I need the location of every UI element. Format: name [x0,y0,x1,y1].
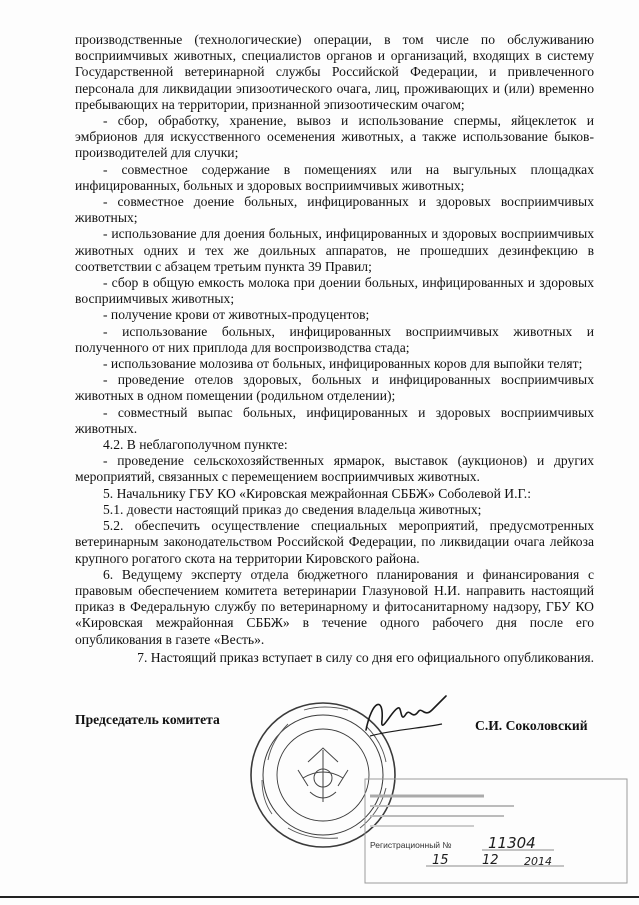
signatory-title: Председатель комитета [75,712,220,727]
paragraph-semen: - сбор, обработку, хранение, вывоз и использование спермы, яйцеклеток и эмбрионов для искусственного осеменения животных, а также использование быков-производителей для случки; [75,113,594,161]
bottom-rule [0,896,639,898]
registration-label: Регистрационный № [370,840,452,850]
registration-year: 2014 [524,855,552,868]
paragraph-breeding: - использование больных, инфицированных восприимчивых животных и полученного от них приплода для воспроизводства стада; [75,323,594,355]
document-body [75,32,594,666]
paragraph-section-7: 7. Настоящий приказ вступает в силу со дня его официального опубликования. [137,649,594,665]
paragraph-joint-milking: - совместное доение больных, инфицированных и здоровых восприимчивых животных; [75,194,594,226]
paragraph-milk-collection: - сбор в общую емкость молока при доении больных, инфицированных и здоровых восприимчивых животных; [75,275,594,307]
paragraph-section-5-2: 5.2. обеспечить осуществление специальных мероприятий, предусмотренных ветеринарным законодательством Российской Федерации, по ликвидации очага лейкоза крупного рогатого скота на территории Кировского района. [75,518,594,566]
paragraph-fairs: - проведение сельскохозяйственных ярмарок, выставок (аукционов) и других мероприятий, связанных с перемещением восприимчивых животных. [75,453,594,485]
paragraph-section-5: 5. Начальнику ГБУ КО «Кировская межрайонная СББЖ» Соболевой И.Г.: [103,485,531,501]
registration-month: 12 [482,853,499,868]
registration-stamp [364,778,634,886]
handwritten-signature-icon [362,690,452,750]
paragraph-blood: - получение крови от животных-продуцентов; [103,307,370,323]
paragraph-operations: производственные (технологические) операции, в том числе по обслуживанию восприимчивых животных, специалистов органов и организаций, входящих в систему Государственной ветеринарной службы Российской Федерации, и привлеченного персонала для ликвидации эпизоотического очага, лиц, проживающих и (или) временно пребывающих на территории, признанной эпизоотическим очагом; [75,32,594,112]
paragraph-colostrum: - использование молозива от больных, инфицированных коров для выпойки телят; [103,356,583,372]
stamp-frame-icon [364,778,634,886]
paragraph-milking-machines: - использование для доения больных, инфицированных и здоровых восприимчивых животных одних и тех же доильных аппаратов, не прошедших дезинфекцию в соответствии с абзацем третьим пункта 39 Правил; [75,226,594,274]
paragraph-section-5-1: 5.1. довести настоящий приказ до сведения владельца животных; [103,501,482,517]
paragraph-joint-housing: - совместное содержание в помещениях или на выгульных площадках инфицированных, больных и здоровых восприимчивых животных; [75,161,594,193]
paragraph-section-6: 6. Ведущему эксперту отдела бюджетного планирования и финансирования с правовым обеспечением комитета ветеринарии Глазуновой Н.И. направить настоящий приказ в Федеральную службу по ветеринарному и фитосанитарному надзору, ГБУ КО «Кировская межрайонная СББЖ» в течение одного рабочего дня после его опубликования в газете «Весть». [75,566,594,647]
signatory-name: С.И. Соколовский [475,718,588,733]
registration-number: 11304 [488,834,536,852]
paragraph-calving: - проведение отелов здоровых, больных и инфицированных восприимчивых животных в одном помещении (родильном отделении); [75,372,594,404]
registration-day: 15 [432,853,449,868]
paragraph-grazing: - совместный выпас больных, инфицированных и здоровых восприимчивых животных. [75,404,594,436]
paragraph-section-4-2: 4.2. В неблагополучном пункте: [103,437,288,453]
